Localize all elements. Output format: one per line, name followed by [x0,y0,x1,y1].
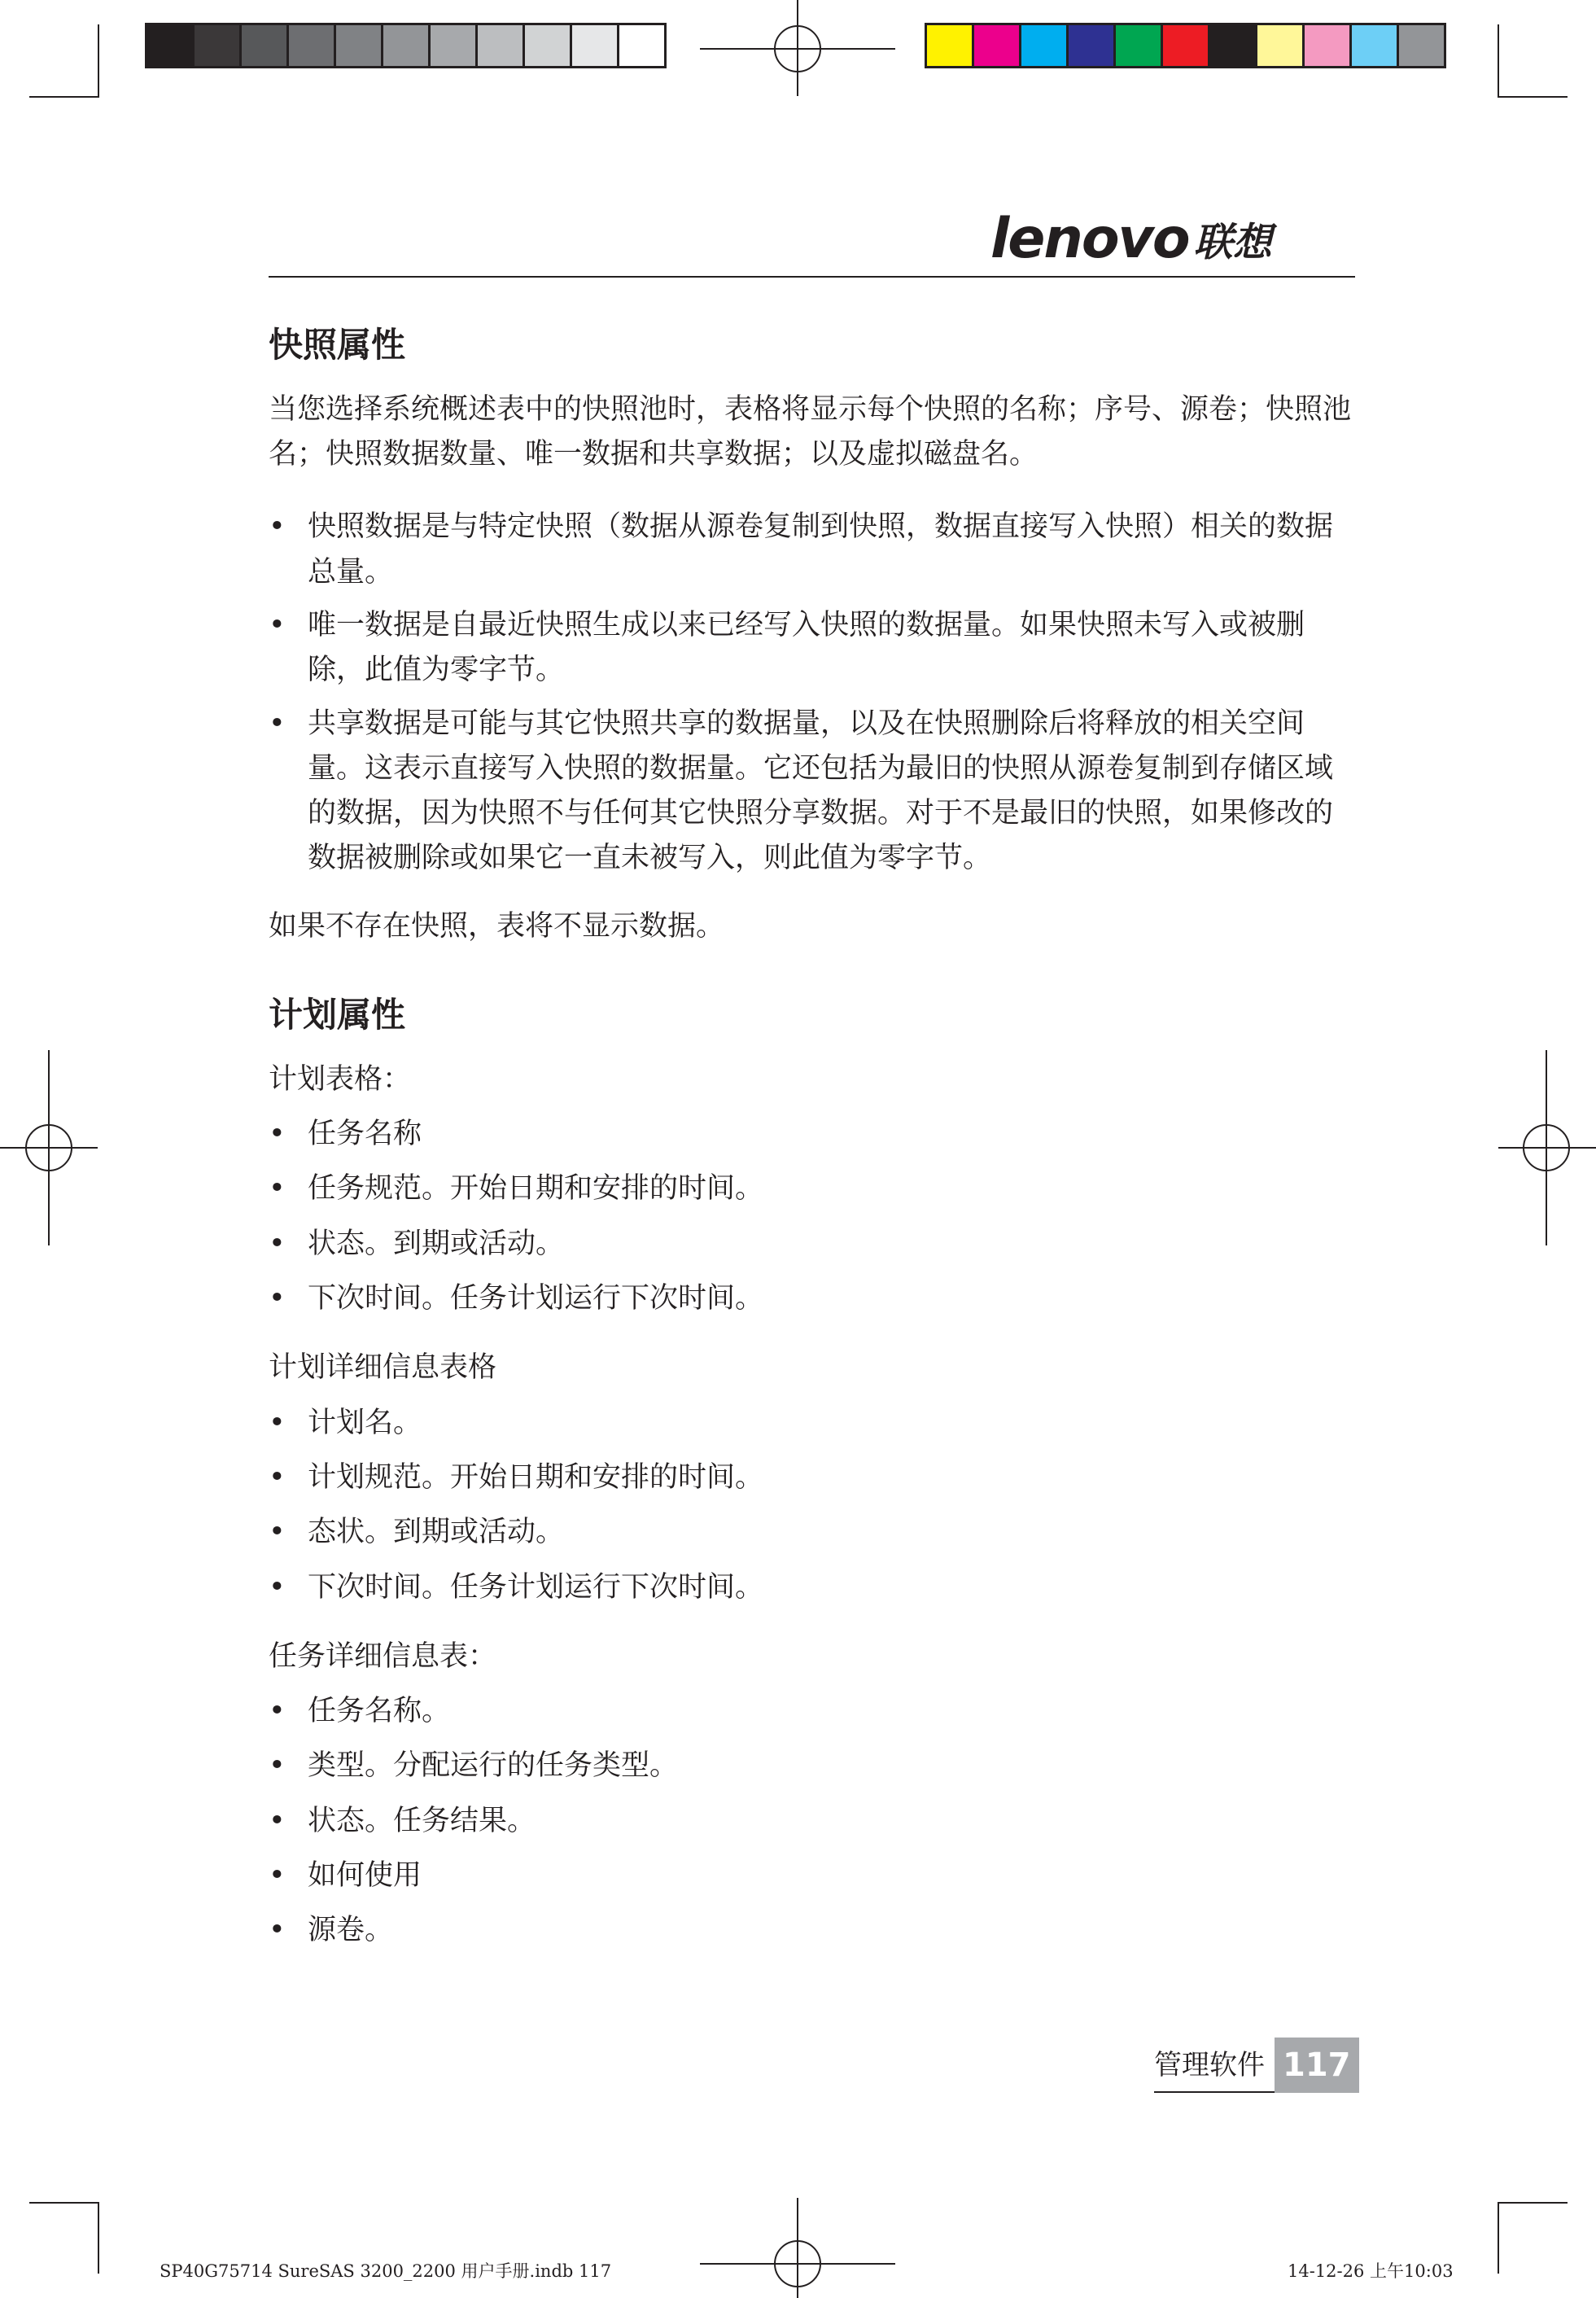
snapshot-closing: 如果不存在快照，表将不显示数据。 [269,909,725,943]
list-item: • 快照数据是与特定快照（数据从源卷复制到快照，数据直接写入快照）相关的数据总量。 [269,505,1359,595]
crop-mark [1498,24,1499,96]
list-item: • 计划规范。开始日期和安排的时间。 [269,1455,1359,1500]
list-item: • 唯一数据是自最近快照生成以来已经写入快照的数据量。如果快照未写入或被删除，此值为零字节。 [269,603,1359,694]
crop-mark [98,24,99,96]
print-slug-left: SP40G75714 SureSAS 3200_2200 用户手册.indb 117 [160,2261,612,2281]
logo-wordmark: lenovo [990,207,1189,271]
list-item: • 状态。到期或活动。 [269,1222,1359,1267]
crop-mark [29,2202,99,2204]
registration-line [1546,1050,1547,1245]
snapshot-intro: 当您选择系统概述表中的快照池时，表格将显示每个快照的名称；序号、源卷；快照池名；快照数据数量、唯一数据和共享数据；以及虚拟磁盘名。 [269,392,1352,471]
color-swatch [1305,25,1349,66]
registration-line [1498,1147,1596,1149]
crop-mark [29,96,99,98]
task-detail-list [269,1689,1359,1953]
list-item: • 下次时间。任务计划运行下次时间。 [269,1565,1359,1610]
color-swatch [1399,25,1444,66]
logo-chinese: 联想 [1193,220,1272,266]
list-item: • 任务名称 [269,1112,1359,1157]
list-item: • 任务名称。 [269,1689,1359,1734]
grayscale-color-bar [145,23,667,68]
color-swatch [1069,25,1113,66]
list-item: • 任务规范。开始日期和安排的时间。 [269,1167,1359,1211]
gray-swatch [195,25,239,66]
color-swatch [1210,25,1255,66]
section-title-snapshot: 快照属性 [269,325,406,365]
crop-mark [98,2202,99,2274]
gray-swatch [336,25,381,66]
footer-section-name: 管理软件 [1154,2038,1275,2093]
page-number: 117 [1275,2038,1359,2093]
list-item: • 共享数据是可能与其它快照共享的数据量，以及在快照删除后将释放的相关空间量。这表示直接写入快照的数据量。它还包括为最旧的快照从源卷复制到存储区域的数据，因为快照不与任何其它快照分享数据。对于不是最旧的快照，如果修改的数据被删除或如果它一直未被写入，则此值为零字节。 [269,702,1359,882]
gray-swatch [383,25,428,66]
process-color-bar [925,23,1446,68]
gray-swatch [242,25,286,66]
gray-swatch [147,25,192,66]
gray-swatch [289,25,334,66]
header-rule [269,276,1355,278]
registration-line [48,1050,50,1245]
color-swatch [927,25,972,66]
task-detail-label: 任务详细信息表： [269,1639,497,1673]
registration-line [797,0,798,96]
registration-line [797,2198,798,2298]
list-item: • 如何使用 [269,1854,1359,1898]
gray-swatch [619,25,664,66]
snapshot-bullet-list [269,505,1359,881]
color-swatch [1021,25,1066,66]
gray-swatch [478,25,523,66]
lenovo-logo [990,207,1272,271]
print-slug-right: 14-12-26 上午10:03 [1288,2261,1454,2281]
section-title-schedule: 计划属性 [269,995,406,1035]
page-content [269,322,1359,1954]
schedule-detail-label: 计划详细信息表格 [269,1351,497,1385]
schedule-table-list [269,1112,1359,1321]
schedule-table-label: 计划表格： [269,1062,412,1096]
color-swatch [1257,25,1302,66]
crop-mark [1498,96,1568,98]
schedule-detail-list [269,1401,1359,1610]
list-item: • 源卷。 [269,1908,1359,1953]
list-item: • 下次时间。任务计划运行下次时间。 [269,1276,1359,1321]
gray-swatch [525,25,570,66]
crop-mark [1498,2202,1499,2274]
color-swatch [1163,25,1208,66]
color-swatch [1116,25,1161,66]
crop-mark [1498,2202,1568,2204]
list-item: • 计划名。 [269,1401,1359,1446]
list-item: • 类型。分配运行的任务类型。 [269,1744,1359,1788]
color-swatch [974,25,1019,66]
gray-swatch [431,25,475,66]
list-item: • 态状。到期或活动。 [269,1510,1359,1555]
page-footer-tag [1154,2038,1359,2093]
gray-swatch [572,25,617,66]
list-item: • 状态。任务结果。 [269,1799,1359,1844]
color-swatch [1352,25,1397,66]
